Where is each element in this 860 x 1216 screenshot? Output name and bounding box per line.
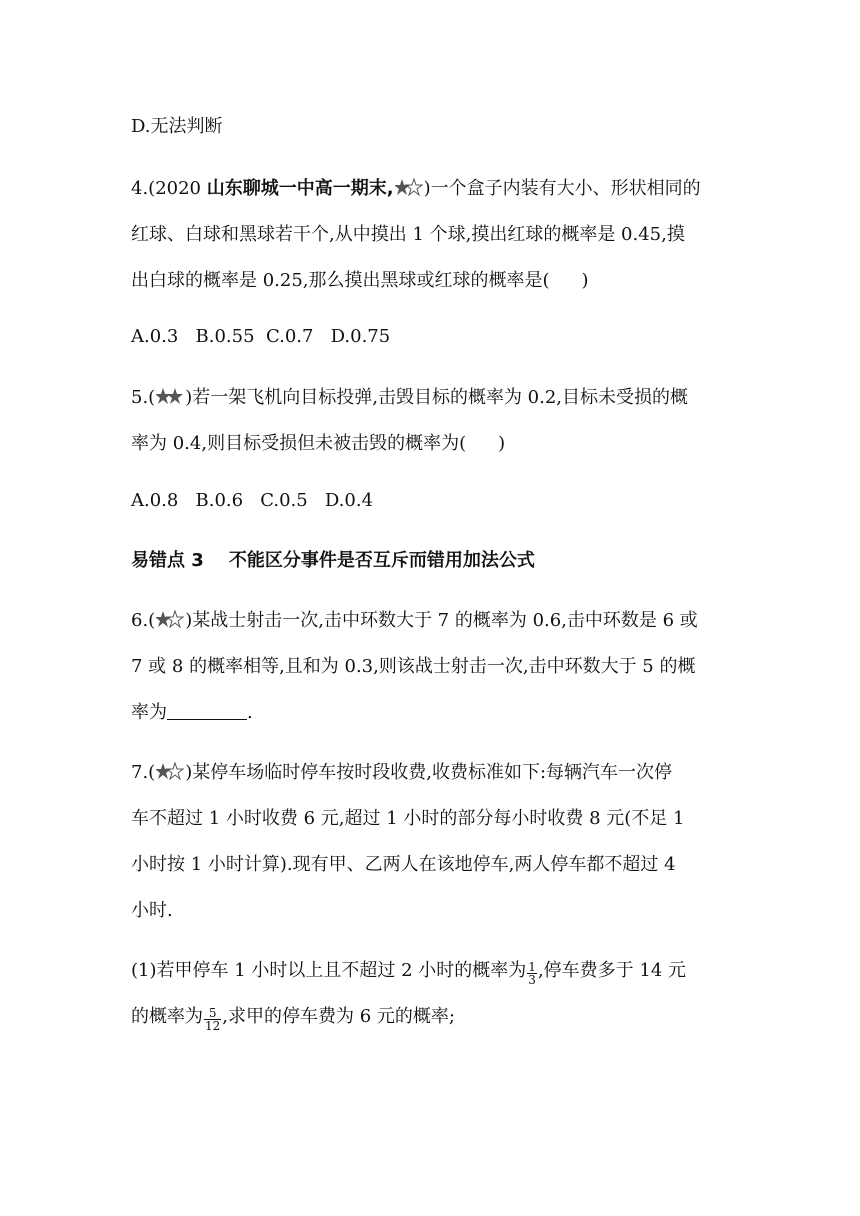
q7-line-2	[131, 806, 751, 832]
q6-line-2-text: 7 或 8 的概率相等,且和为 0.3,则该战士射击一次,击中环数大于 5 的概	[131, 656, 696, 677]
q3-option-d-text: D.无法判断	[131, 116, 223, 137]
q4-line-3-text: 出白球的概率是 0.25,那么摸出黑球或红球的概率是(	[131, 270, 550, 291]
section-heading-text: 易错点 3 不能区分事件是否互斥而错用加法公式	[131, 550, 535, 571]
difficulty-stars-icon	[395, 178, 423, 196]
q7-sub1-line-2-rest: ,求甲的停车费为 6 元的概率;	[222, 1006, 455, 1027]
q6-line-1-rest: )某战士射击一次,击中环数大于 7 的概率为 0.6,击中环数是 6 或	[185, 610, 698, 631]
fraction-one-third: $\frac{1}{3}$	[528, 960, 536, 987]
q6-line-3	[131, 700, 751, 726]
q7-sub1-line-1-text: (1)若甲停车 1 小时以上且不超过 2 小时的概率为	[131, 960, 527, 981]
q6-line-3-end: .	[247, 702, 253, 723]
q7-line-2-text: 车不超过 1 小时收费 6 元,超过 1 小时的部分每小时收费 8 元(不足 1	[131, 808, 685, 829]
q4-source: 山东聊城一中高一期末,	[206, 178, 394, 199]
q5-line-2-text: 率为 0.4,则目标受损但未被击毁的概率为(	[131, 433, 467, 454]
q7-line-3	[131, 852, 751, 878]
q4-options	[131, 324, 751, 350]
q5-line-2	[131, 431, 751, 457]
q5-line-1	[131, 385, 751, 411]
q4-number: 4.(2020	[131, 178, 207, 199]
q6-line-2	[131, 654, 751, 680]
difficulty-stars-icon	[156, 762, 184, 780]
q7-line-4	[131, 898, 751, 924]
q7-number: 7.(	[131, 762, 156, 783]
difficulty-stars-icon	[156, 387, 184, 405]
q3-option-d	[131, 114, 751, 140]
q5-options	[131, 488, 751, 514]
q5-options-text: A.0.8 B.0.6 C.0.5 D.0.4	[131, 490, 374, 511]
q5-line-1-rest: )若一架飞机向目标投弹,击毁目标的概率为 0.2,目标未受损的概	[185, 387, 689, 408]
q7-sub1-line-2	[131, 1004, 751, 1032]
q5-number: 5.(	[131, 387, 156, 408]
q5-line-2-close: )	[498, 433, 506, 454]
q7-sub1-line-1	[131, 958, 751, 986]
q4-line-3	[131, 268, 751, 294]
q6-line-1	[131, 608, 751, 634]
q7-line-4-text: 小时.	[131, 900, 173, 921]
answer-blank[interactable]	[167, 701, 247, 720]
q7-sub1-line-1-rest: ,停车费多于 14 元	[537, 960, 687, 981]
section-heading	[131, 548, 751, 574]
fraction-five-twelfths: $\frac{5}{12}$	[205, 1006, 221, 1033]
q7-line-1-rest: )某停车场临时停车按时段收费,收费标准如下:每辆汽车一次停	[185, 762, 673, 783]
q4-line-1	[131, 176, 751, 202]
q7-line-3-text: 小时按 1 小时计算).现有甲、乙两人在该地停车,两人停车都不超过 4	[131, 854, 676, 875]
q6-line-3-text: 率为	[131, 702, 167, 723]
q4-line-3-close: )	[581, 270, 589, 291]
q4-line-1-rest: )一个盒子内装有大小、形状相同的	[423, 178, 701, 199]
q7-line-1	[131, 760, 751, 786]
q4-line-2	[131, 222, 751, 248]
q6-number: 6.(	[131, 610, 156, 631]
q7-sub1-line-2-text: 的概率为	[131, 1006, 203, 1027]
q4-options-text: A.0.3 B.0.55 C.0.7 D.0.75	[131, 326, 391, 347]
q4-line-2-text: 红球、白球和黑球若干个,从中摸出 1 个球,摸出红球的概率是 0.45,摸	[131, 224, 685, 245]
difficulty-stars-icon	[156, 610, 184, 628]
